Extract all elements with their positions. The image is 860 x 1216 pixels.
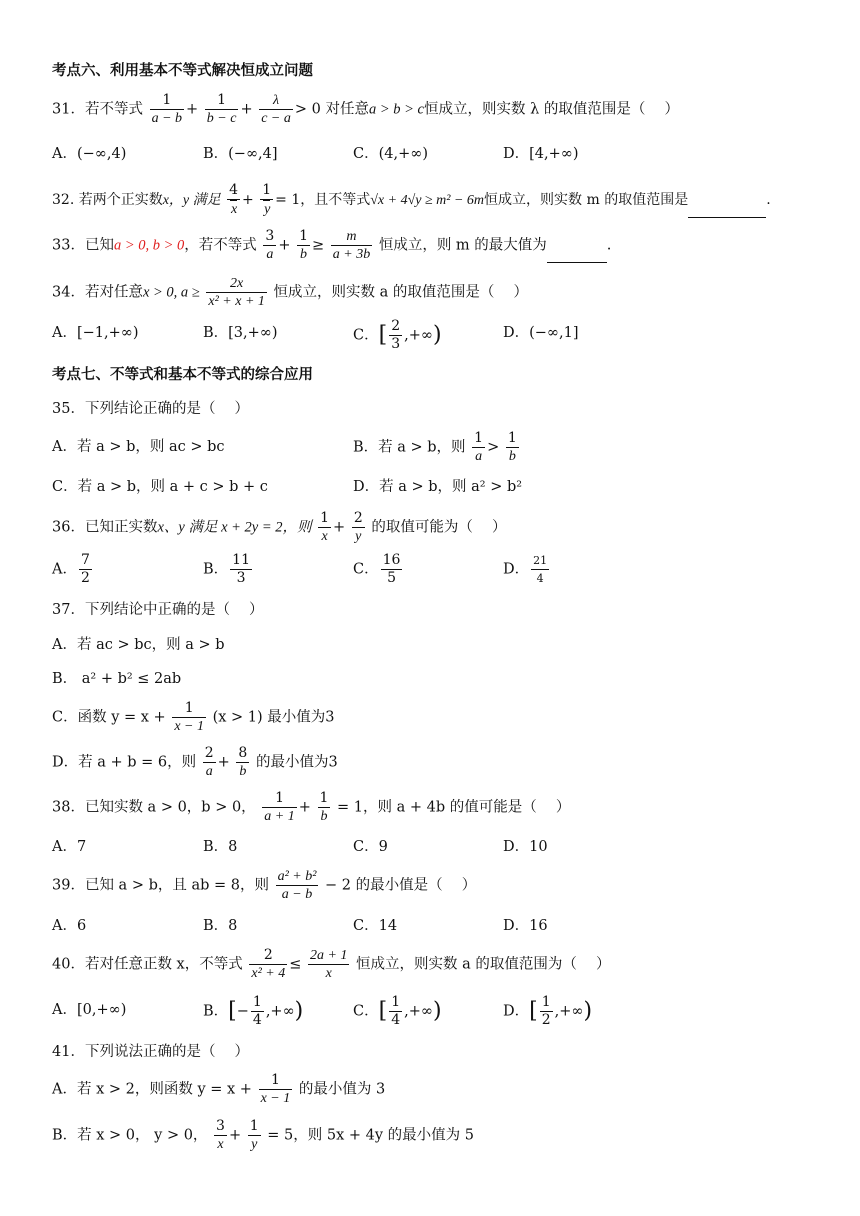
option-d[interactable]: D．10 [503, 839, 548, 855]
option-a[interactable]: A．[0,+∞) [52, 1002, 127, 1018]
option-d[interactable]: D．[4,+∞) [503, 146, 579, 162]
fraction: $\frac{1}{b - c}$ [206, 92, 237, 126]
option-a[interactable]: A．7 [52, 839, 87, 855]
option-c[interactable]: C．若 a > b，则 a + c > b + c [52, 479, 268, 495]
question-36: 36．已知正实数x、y 满足 x + 2y = 2，则 $\frac{1}{x}$ + $\frac{2}{y}$ 的取值可能为（ ） [52, 510, 507, 544]
question-31: 31．若不等式 $\frac{1}{a - b}$ + $\frac{1}{b - c}$ + $\frac{\lambda}{c - a}$ > 0 对任意a > b > c恒成立，则实数 λ 的取值范围是（ ） [52, 92, 680, 126]
option-c[interactable]: C．14 [353, 918, 398, 934]
fraction: $\frac{1}{x}$ [320, 510, 330, 544]
fraction: $\frac{1}{b}$ [299, 228, 308, 262]
option-b[interactable]: B．[− $\frac{1}{4}$ ,+∞) [203, 994, 304, 1028]
option-c[interactable]: C．(4,+∞) [353, 146, 428, 162]
option-c[interactable]: C．函数 y = x + $\frac{1}{x - 1}$ (x > 1) 最小值为3 [52, 700, 335, 734]
question-38: 38．已知实数 a > 0，b > 0， $\frac{1}{a + 1}$ + $\frac{1}{b}$ = 1，则 a + 4b 的值可能是（ ） [52, 790, 571, 824]
option-a[interactable]: A．6 [52, 918, 87, 934]
question-33: 33．已知a > 0, b > 0，若不等式 $\frac{3}{a}$ + $\frac{1}{b}$ ≥ $\frac{m}{a + 3b}$ 恒成立，则 m 的最大值为 . [52, 228, 612, 262]
option-b[interactable]: B． a² + b² ≤ 2ab [52, 671, 182, 687]
question-40: 40．若对任意正数 x，不等式 $\frac{2}{\text{x² + 4}}$ ≤ $\frac{2a + 1}{x}$ 恒成立，则实数 a 的取值范围为（ ） [52, 947, 611, 981]
question-39: 39．已知 a > b，且 ab = 8，则 $\frac{\text{a² + b²}}{a - b}$ − 2 的最小值是（ ） [52, 869, 477, 902]
option-c[interactable]: C． $\frac{16}{5}$ [353, 552, 401, 586]
option-b[interactable]: B．(−∞,4] [203, 146, 278, 162]
option-b[interactable]: B．若 x > 0， y > 0， $\frac{3}{x}$ + $\frac{1}{y}$ = 5，则 5x + 4y 的最小值为 5 [52, 1118, 474, 1152]
option-c[interactable]: C．[ $\frac{2}{3}$ ,+∞) [353, 318, 442, 352]
fraction: $\frac{2x}{\text{x² + x + 1}}$ [208, 276, 265, 309]
option-b[interactable]: B．[3,+∞) [203, 325, 278, 341]
question-32: 32. 若两个正实数x，y 满足 $\frac{4}{x}$ + $\frac{1}{y}$ = 1，且不等式√x + 4√y ≥ m² − 6m恒成立，则实数 m 的取值范围是 . [52, 182, 771, 217]
option-d[interactable]: D．若 a + b = 6，则 $\frac{2}{a}$ + $\frac{8}{b}$ 的最小值为3 [52, 745, 338, 779]
question-41: 41．下列说法正确的是（ ） [52, 1044, 250, 1060]
option-d[interactable]: D． $\frac{21}{4}$ [503, 554, 548, 585]
fraction: $\frac{2}{y}$ [353, 510, 363, 544]
fraction: $\frac{2}{\text{x² + 4}}$ [251, 947, 286, 981]
option-d[interactable]: D．若 a > b，则 a² > b² [353, 479, 523, 495]
option-a[interactable]: A．若 a > b，则 ac > bc [52, 439, 225, 455]
option-c[interactable]: C．9 [353, 839, 388, 855]
section-heading-6: 考点六、利用基本不等式解决恒成立问题 [52, 62, 313, 79]
answer-blank[interactable] [547, 262, 607, 263]
fraction: $\frac{\text{a² + b²}}{a - b}$ [277, 869, 317, 902]
fraction: $\frac{m}{a + 3b}$ [332, 229, 371, 262]
option-b[interactable]: B． $\frac{11}{3}$ [203, 552, 250, 586]
answer-blank[interactable] [688, 217, 766, 218]
option-d[interactable]: D．16 [503, 918, 548, 934]
fraction: $\frac{1}{a - b}$ [151, 92, 183, 126]
option-b[interactable]: B．8 [203, 918, 238, 934]
question-37: 37．下列结论中正确的是（ ） [52, 602, 264, 618]
option-a[interactable]: A．若 ac > bc，则 a > b [52, 637, 225, 653]
fraction: $\frac{1}{a + 1}$ [264, 790, 295, 824]
option-b[interactable]: B．8 [203, 839, 238, 855]
option-a[interactable]: A． $\frac{7}{2}$ [52, 552, 90, 586]
question-34: 34．若对任意x > 0, a ≥ $\frac{2x}{\text{x² + x + 1}}$ 恒成立，则实数 a 的取值范围是（ ） [52, 276, 528, 309]
section-heading-7: 考点七、不等式和基本不等式的综合应用 [52, 366, 313, 383]
fraction: $\frac{2a + 1}{x}$ [309, 948, 348, 981]
option-d[interactable]: D．(−∞,1] [503, 325, 579, 341]
option-d[interactable]: D．[ $\frac{1}{2}$ ,+∞) [503, 994, 593, 1028]
option-a[interactable]: A．(−∞,4) [52, 146, 127, 162]
option-b[interactable]: B．若 a > b，则 $\frac{1}{a}$ > $\frac{1}{b}$ [353, 430, 517, 464]
fraction: $\frac{1}{y}$ [262, 182, 272, 217]
option-c[interactable]: C．[ $\frac{1}{4}$ ,+∞) [353, 994, 442, 1028]
option-a[interactable]: A．若 x > 2，则函数 y = x + $\frac{1}{x - 1}$ 的最小值为 3 [52, 1072, 386, 1106]
fraction: $\frac{4}{x}$ [229, 182, 239, 217]
fraction: $\frac{1}{b}$ [319, 790, 329, 824]
fraction: $\frac{\lambda}{c - a}$ [261, 93, 291, 126]
fraction: $\frac{3}{a}$ [265, 228, 275, 262]
option-a[interactable]: A．[−1,+∞) [52, 325, 139, 341]
question-35: 35．下列结论正确的是（ ） [52, 401, 250, 417]
